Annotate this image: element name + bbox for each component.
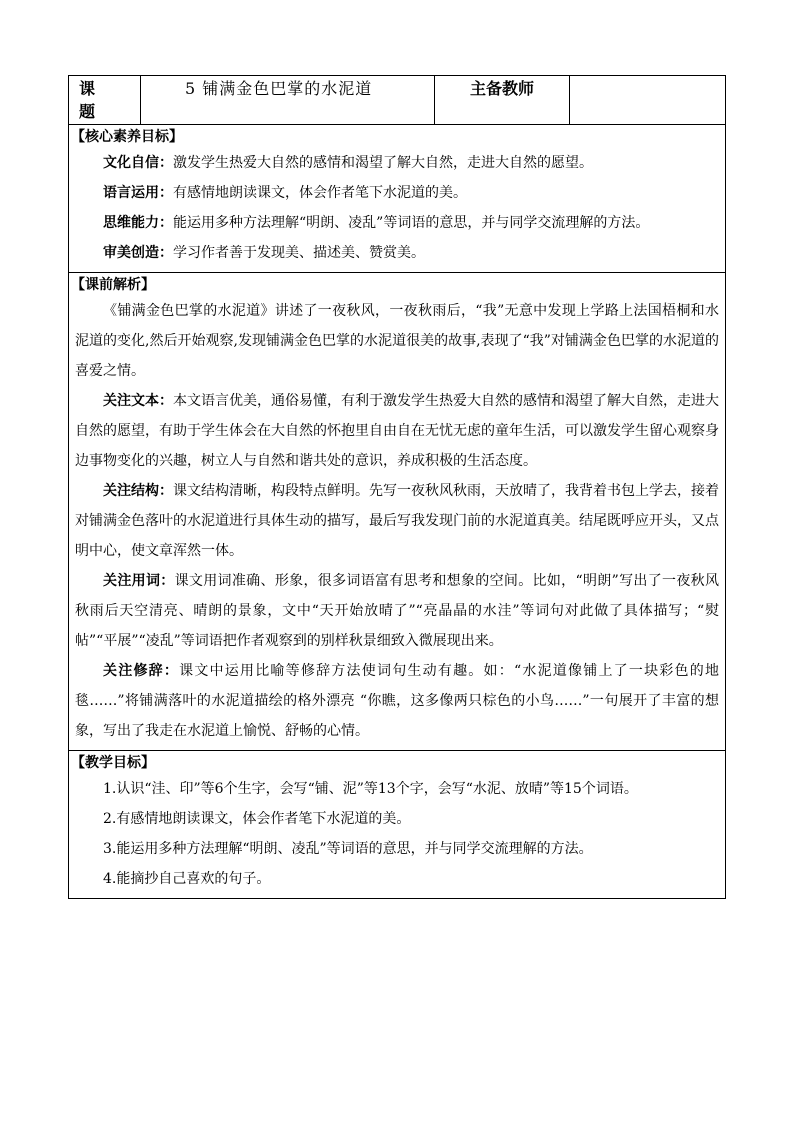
teaching-goal-item: 4.能摘抄自己喜欢的句子。 bbox=[103, 871, 271, 887]
core-goal-text: 激发学生热爱大自然的感情和渴望了解大自然，走进大自然的愿望。 bbox=[173, 155, 593, 171]
core-goal-item bbox=[75, 178, 719, 208]
lesson-plan-table bbox=[68, 75, 726, 899]
teaching-goal-item: 2.有感情地朗读课文，体会作者笔下水泥道的美。 bbox=[103, 811, 411, 827]
header-row bbox=[69, 76, 726, 125]
analysis-label: 关注用词： bbox=[103, 573, 175, 589]
core-goal-label: 审美创造： bbox=[103, 245, 173, 261]
core-goal-label: 文化自信： bbox=[103, 155, 173, 171]
core-goals-heading: 【核心素养目标】 bbox=[71, 129, 183, 145]
teaching-goals-heading: 【教学目标】 bbox=[71, 755, 155, 771]
teacher-value bbox=[570, 76, 726, 125]
core-goal-text: 有感情地朗读课文，体会作者笔下水泥道的美。 bbox=[173, 185, 467, 201]
teaching-goals-row bbox=[69, 751, 726, 899]
core-goal-item bbox=[75, 208, 719, 238]
topic-label: 课 题 bbox=[69, 76, 141, 125]
analysis-heading: 【课前解析】 bbox=[71, 277, 155, 293]
analysis-item bbox=[75, 656, 719, 746]
core-goal-item bbox=[75, 238, 719, 268]
teaching-goal-item: 1.认识“洼、印”等6个生字，会写“铺、泥”等13个字，会写“水泥、放晴”等15个词语。 bbox=[103, 781, 638, 797]
analysis-text: 课文用词准确、形象，很多词语富有思考和想象的空间。比如，“明朗”写出了一夜秋风秋雨后天空清亮、晴朗的景象，文中“天开始放晴了”“亮晶晶的水洼”等词句对此做了具体描写；“熨帖”“平展”“凌乱”等词语把作者观察到的别样秋景细致入微展现出来。 bbox=[75, 573, 720, 649]
core-goals-row bbox=[69, 125, 726, 273]
analysis-intro: 《铺满金色巴掌的水泥道》讲述了一夜秋风，一夜秋雨后，“我”无意中发现上学路上法国梧桐和水泥道的变化,然后开始观察,发现铺满金色巴掌的水泥道很美的故事,表现了“我”对铺满金色巴掌的水泥道的喜爱之情。 bbox=[75, 303, 719, 379]
analysis-text: 课文中运用比喻等修辞方法使词句生动有趣。如：“水泥道像铺上了一块彩色的地毯……”将铺满落叶的水泥道描绘的格外漂亮 “你瞧，这多像两只棕色的小鸟……”一句展开了丰富的想象，写出了我走在水泥道上愉悦、舒畅的心情。 bbox=[75, 663, 720, 739]
analysis-row bbox=[69, 273, 726, 751]
core-goal-text: 能运用多种方法理解“明朗、凌乱”等词语的意思，并与同学交流理解的方法。 bbox=[173, 215, 650, 231]
core-goal-item bbox=[75, 148, 719, 178]
teacher-label: 主备教师 bbox=[435, 76, 570, 125]
analysis-text: 本文语言优美，通俗易懂，有利于激发学生热爱大自然的感情和渴望了解大自然，走进大自然的愿望，有助于学生体会在大自然的怀抱里自由自在无忧无虑的童年生活，可以激发学生留心观察身边事物变化的兴趣，树立人与自然和谐共处的意识，养成积极的生活态度。 bbox=[75, 393, 719, 469]
teaching-goals-section bbox=[69, 751, 726, 899]
analysis-label: 关注修辞： bbox=[103, 663, 180, 679]
analysis-label: 关注文本： bbox=[103, 393, 173, 409]
core-goal-text: 学习作者善于发现美、描述美、赞赏美。 bbox=[173, 245, 425, 261]
analysis-item bbox=[75, 566, 719, 656]
analysis-item bbox=[75, 476, 719, 566]
core-goal-label: 语言运用： bbox=[103, 185, 173, 201]
core-goal-label: 思维能力： bbox=[103, 215, 173, 231]
analysis-label: 关注结构： bbox=[103, 483, 173, 499]
teaching-goal-item: 3.能运用多种方法理解“明朗、凌乱”等词语的意思，并与同学交流理解的方法。 bbox=[103, 841, 593, 857]
analysis-item bbox=[75, 386, 719, 476]
analysis-text: 课文结构清晰，构段特点鲜明。先写一夜秋风秋雨，天放晴了，我背着书包上学去，接着对铺满金色落叶的水泥道进行具体生动的描写，最后写我发现门前的水泥道真美。结尾既呼应开头，又点明中心，使文章浑然一体。 bbox=[75, 483, 719, 559]
analysis-section bbox=[69, 273, 726, 751]
lesson-title: 5 铺满金色巴掌的水泥道 bbox=[141, 76, 435, 125]
core-goals-section bbox=[69, 125, 726, 273]
